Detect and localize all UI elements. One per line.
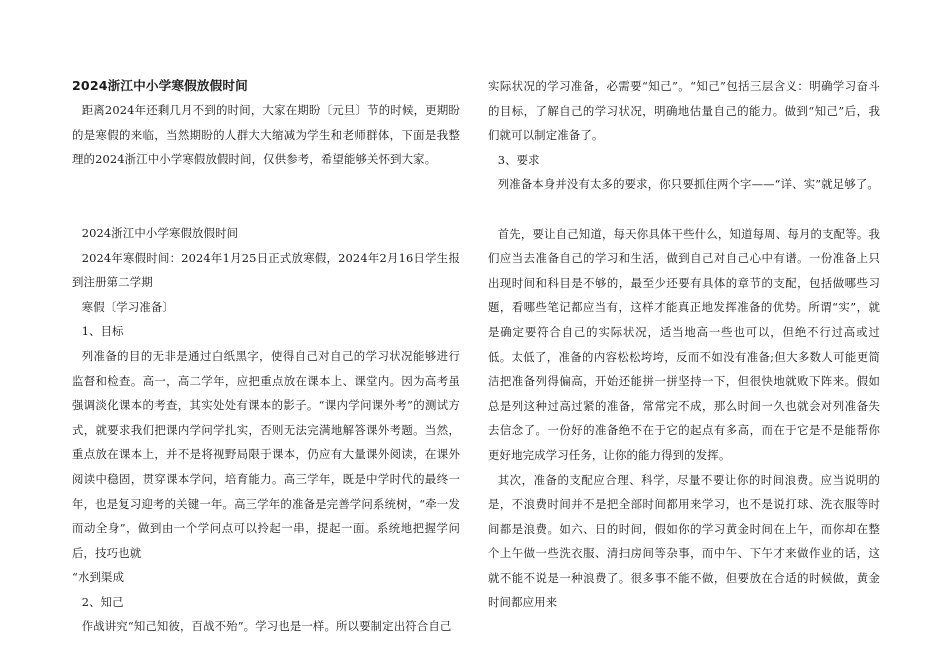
spacer — [488, 197, 880, 222]
right-column — [488, 74, 880, 615]
section-heading: 寒假〔学习准备〕 — [81, 299, 175, 314]
knowledge-paragraph-continued: 实际状况的学习准备，必需要“知己”。“知己”包括三层含义：明确学习奋斗的目标，了解自己的学习状况，明确地估量自己的能力。做到“知己”后，我们就可以制定准备了。 — [488, 79, 880, 143]
knowledge-heading: 2、知己 — [81, 594, 124, 609]
subtitle: 2024浙江中小学寒假放假时间 — [81, 225, 239, 240]
goal-heading: 1、目标 — [81, 324, 124, 339]
document-title: 2024浙江中小学寒假放假时间 — [72, 78, 248, 93]
intro-paragraph: 距离2024年还剩几月不到的时间，大家在期盼〔元旦〕节的时候，更期盼的是寒假的来临，当然期盼的人群大大缩减为学生和老师群体，下面是我整理的2024浙江中小学寒假放假时间，仅供参考，希望能够关怀到大家。 — [72, 103, 460, 167]
requirement-heading: 3、要求 — [497, 152, 540, 167]
second-paragraph: 其次，准备的支配应合理、科学，尽量不要让你的时间浪费。应当说明的是，不浪费时间并不是把全部时间都用来学习，也不是说打球、洗衣服等时间都是浪费。如六、日的时间，假如你的学习黄金时间在上午，而你却在整个上午做一些洗衣服、清扫房间等杂事，而中午、下午才来做作业的话，这就不能不说是一种浪费了。很多事不能不做，但要放在合适的时候做，黄金时间都应用来 — [488, 472, 880, 610]
first-paragraph: 首先，要让自己知道，每天你具体干些什么，知道每周、每月的支配等。我们应当去准备自己的学习和生活，做到自己对自己心中有谱。一份准备上只出现时间和科目是不够的，最至少还要有具体的章节的支配，包括做哪些习题，看哪些笔记都应当有，这样才能真正地发挥准备的优势。所谓“实”，就是确定要符合自己的实际状况，适当地高一些也可以，但绝不行过高或过低。太低了，准备的内容松松垮垮，反而不如没有准备;但大多数人可能更简洁把准备列得偏高，开始还能拼一拼坚持一下，但很快地就败下阵来。假如总是列这种过高过紧的准备，常常完不成，那么时间一久也就会对列准备失去信念了。一份好的准备绝不在于它的起点有多高，而在于它是不是能帮你更好地完成学习任务，让你的能力得到的发挥。 — [488, 226, 880, 462]
goal-paragraph-tail: “水到渠成 — [72, 570, 125, 585]
goal-paragraph: 列准备的目的无非是通过白纸黑字，使得自己对自己的学习状况能够进行监督和检查。高一，高二学年，应把重点放在课本上、课堂内。因为高考虽强调淡化课本的考查，其实处处有课本的影子。“课内学问课外考”的测试方式，就要求我们把课内学问学扎实，否则无法完满地解答课外考题。当然，重点放在课本上，并不是将视野局限于课本，仍应有大量课外阅读，在课外阅读中稳固，贯穿课本学问，培育能力。高三学年，既是中学时代的最终一年，也是复习迎考的关键一年。高三学年的准备是完善学问系统树，“牵一发而动全身”，做到由一个学问点可以拎起一串，提起一面。系统地把握学问后，技巧也就 — [72, 348, 460, 560]
spacer — [72, 196, 460, 221]
requirement-paragraph: 列准备本身并没有太多的要求，你只要抓住两个字——“详、实”就足够了。 — [497, 177, 879, 192]
schedule-paragraph: 2024年寒假时间：2024年1月25日正式放寒假，2024年2月16日学生报到注册第二学期 — [72, 250, 460, 290]
spacer — [72, 172, 460, 197]
left-column — [72, 74, 460, 639]
knowledge-paragraph: 作战讲究“知己知彼，百战不殆”。学习也是一样。所以要制定出符合自己 — [81, 619, 452, 634]
